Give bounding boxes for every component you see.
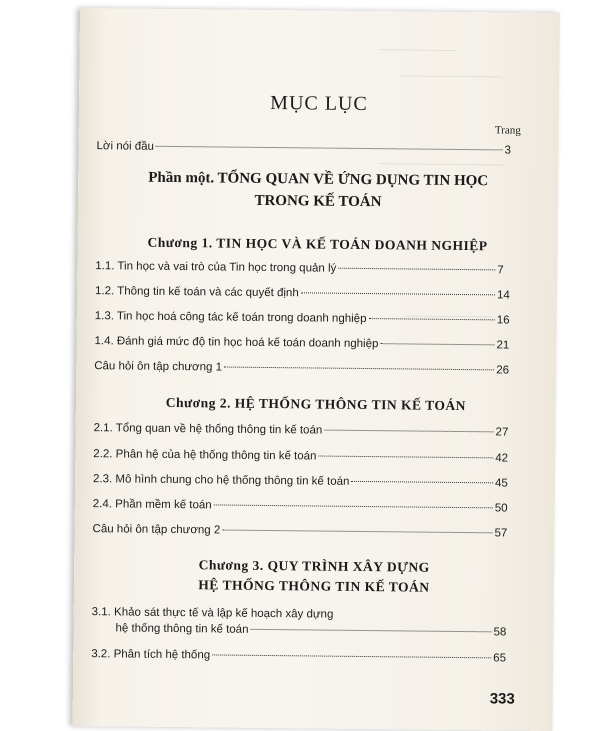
show-through-text: ───────────────── — [399, 71, 502, 84]
toc-entry — [94, 360, 510, 376]
toc-entry-page: 58 — [493, 626, 507, 639]
dot-leader — [324, 430, 493, 433]
toc-entry-page: 14 — [496, 289, 510, 302]
toc-entry-page: 57 — [494, 527, 508, 540]
toc-entry-page: 65 — [493, 652, 507, 665]
toc-entry-page: 45 — [494, 477, 508, 490]
toc-entry — [95, 285, 511, 301]
toc-entry — [93, 498, 509, 514]
toc-entry — [91, 648, 507, 664]
book-page — [72, 8, 559, 731]
dot-leader — [156, 146, 503, 151]
dot-leader — [338, 268, 495, 271]
show-through-text: ───────────────────── — [378, 159, 505, 172]
part-one-title — [108, 166, 528, 214]
toc-entry-page: 42 — [495, 452, 509, 465]
dot-leader — [212, 654, 491, 658]
toc-entry — [93, 448, 509, 464]
toc-entry-label: 1.2. Thông tin kế toán và các quyết định — [94, 285, 299, 300]
toc-entry-label: 1.3. Tin học hoá công tác kế toán trong doanh nghiệp — [94, 310, 367, 326]
page-column-label: Trang — [494, 124, 521, 137]
chapter-1-title — [97, 232, 537, 257]
toc-entry-label: 2.3. Mô hình chung cho hệ thống thông tin kế toán — [93, 473, 350, 488]
toc-entry-label: 2.2. Phân hệ của hệ thống thông tin kế toán — [93, 448, 317, 463]
dot-leader — [368, 318, 494, 320]
dot-leader — [214, 504, 493, 508]
show-through-text: ───────────── — [379, 45, 458, 57]
toc-entry-preface — [96, 140, 518, 156]
chapter-title-line: HỆ THỐNG THÔNG TIN KẾ TOÁN — [198, 577, 430, 595]
chapter-3-title — [94, 554, 534, 599]
dot-leader — [224, 367, 494, 371]
toc-entry-page: 7 — [497, 264, 504, 277]
chapter-title-line: Chương 1. TIN HỌC VÀ KẾ TOÁN DOANH NGHIỆP — [147, 234, 488, 254]
dot-leader — [250, 629, 491, 633]
toc-entry-label: 3.1. Khảo sát thực tế và lập kế hoạch xây dựng — [91, 606, 334, 621]
toc-entry-label-continued: hệ thống thông tin kế toán — [115, 622, 249, 636]
toc-entry-label: 2.1. Tổng quan về hệ thống thông tin kế toán — [93, 422, 323, 437]
toc-entry-page: 21 — [496, 339, 510, 352]
dot-leader — [318, 456, 493, 459]
part-one-line: Phần một. TỔNG QUAN VỀ ỨNG DỤNG TIN HỌC — [148, 169, 489, 190]
toc-entry — [93, 473, 509, 489]
chapter-title-line: Chương 3. QUY TRÌNH XÂY DỰNG — [198, 557, 430, 575]
toc-entry-label: Câu hỏi ôn tập chương 2 — [92, 523, 221, 537]
part-one-line: TRONG KẾ TOÁN — [254, 192, 382, 211]
chapter-title-line: Chương 2. HỆ THỐNG THÔNG TIN KẾ TOÁN — [165, 394, 467, 414]
toc-entry — [95, 260, 511, 276]
toc-entry-label: Câu hỏi ôn tập chương 1 — [94, 360, 223, 374]
toc-heading: MỤC LỤC — [270, 91, 368, 116]
toc-entry — [115, 622, 507, 638]
dot-leader — [380, 343, 494, 345]
toc-entry-label: 1.4. Đánh giá mức độ tin học hoá kế toán doanh nghiệp — [94, 335, 379, 351]
toc-entry-label: 1.1. Tin học và vai trò của Tin học trong quản lý — [95, 260, 337, 275]
toc-entry — [94, 335, 510, 351]
dot-leader — [351, 481, 493, 483]
toc-entry-page: 27 — [495, 426, 509, 439]
toc-entry-page: 26 — [496, 364, 510, 377]
toc-entry-label: 2.4. Phần mềm kế toán — [92, 498, 212, 512]
toc-entry-page: 50 — [494, 502, 508, 515]
toc-entry — [94, 422, 510, 438]
toc-entry — [92, 523, 508, 539]
dot-leader — [301, 292, 495, 295]
dot-leader — [222, 530, 492, 534]
toc-entry-label: Lời nói đầu — [96, 140, 155, 153]
toc-entry-label: 3.2. Phân tích hệ thống — [91, 648, 211, 662]
toc-entry-page: 16 — [496, 314, 510, 327]
page-number: 333 — [489, 690, 515, 708]
show-through-text: ────────────── — [406, 311, 492, 324]
toc-entry-page: 3 — [504, 144, 512, 157]
chapter-2-title — [96, 392, 536, 417]
toc-entry-first-line — [92, 606, 508, 622]
